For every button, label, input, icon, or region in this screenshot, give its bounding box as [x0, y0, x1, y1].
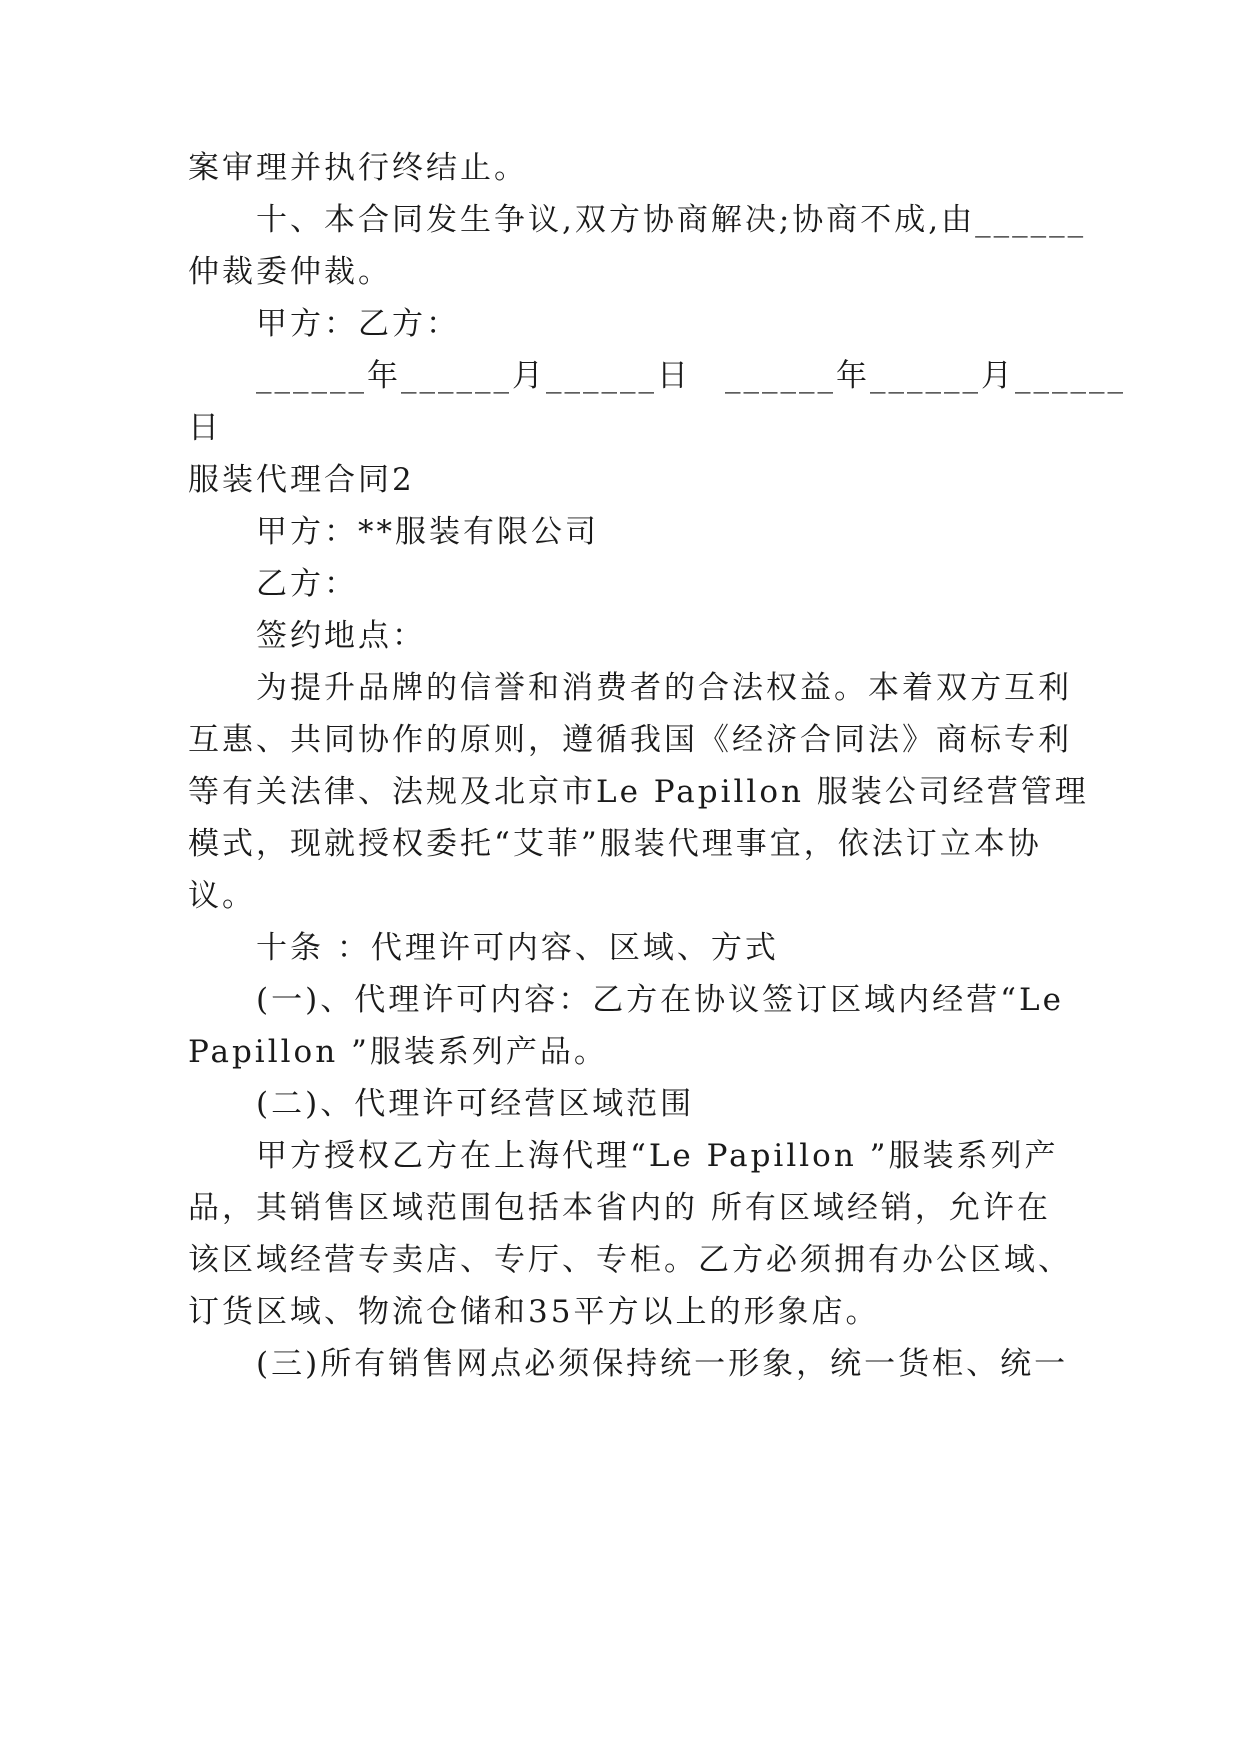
text-line: 为提升品牌的信誉和消费者的合法权益。本着双方互利: [256, 670, 1072, 706]
text-line: (二)、代理许可经营区域范围: [256, 1086, 695, 1122]
text-line: 签约地点：: [256, 618, 426, 654]
text-line: 该区域经营专卖店、专厅、专柜。乙方必须拥有办公区域、: [188, 1242, 1072, 1278]
text-line: 模式，现就授权委托“艾菲”服装代理事宜，依法订立本协: [188, 826, 1042, 862]
text-line: 十条 ：代理许可内容、区域、方式: [256, 930, 779, 966]
text-line: 案审理并执行终结止。: [188, 150, 528, 186]
section-heading: 服装代理合同2: [188, 462, 415, 498]
text-line: (一)、代理许可内容：乙方在协议签订区域内经营“Le: [256, 982, 1064, 1018]
text-line: 品，其销售区域范围包括本省内的 所有区域经销，允许在: [188, 1190, 1051, 1226]
text-line: 日: [188, 410, 222, 446]
text-line: 甲方：乙方：: [256, 306, 460, 342]
text-line: 甲方：**服装有限公司: [256, 514, 599, 550]
text-line: 等有关法律、法规及北京市Le Papillon 服装公司经营管理: [188, 774, 1089, 810]
text-line: 订货区域、物流仓储和35平方以上的形象店。: [188, 1294, 880, 1330]
text-line: 互惠、共同协作的原则，遵循我国《经济合同法》商标专利: [188, 722, 1072, 758]
text-line: 仲裁委仲裁。: [188, 254, 392, 290]
text-line: 乙方：: [256, 566, 358, 602]
text-line: ______年______月______日 ______年______月______: [256, 358, 1126, 394]
text-line: Papillon ”服装系列产品。: [188, 1034, 608, 1070]
text-line: 甲方授权乙方在上海代理“Le Papillon ”服装系列产: [256, 1138, 1059, 1174]
text-line: (三)所有销售网点必须保持统一形象，统一货柜、统一: [256, 1346, 1069, 1382]
text-line: 十、本合同发生争议,双方协商解决;协商不成,由______: [256, 202, 1087, 238]
text-line: 议。: [188, 878, 256, 914]
